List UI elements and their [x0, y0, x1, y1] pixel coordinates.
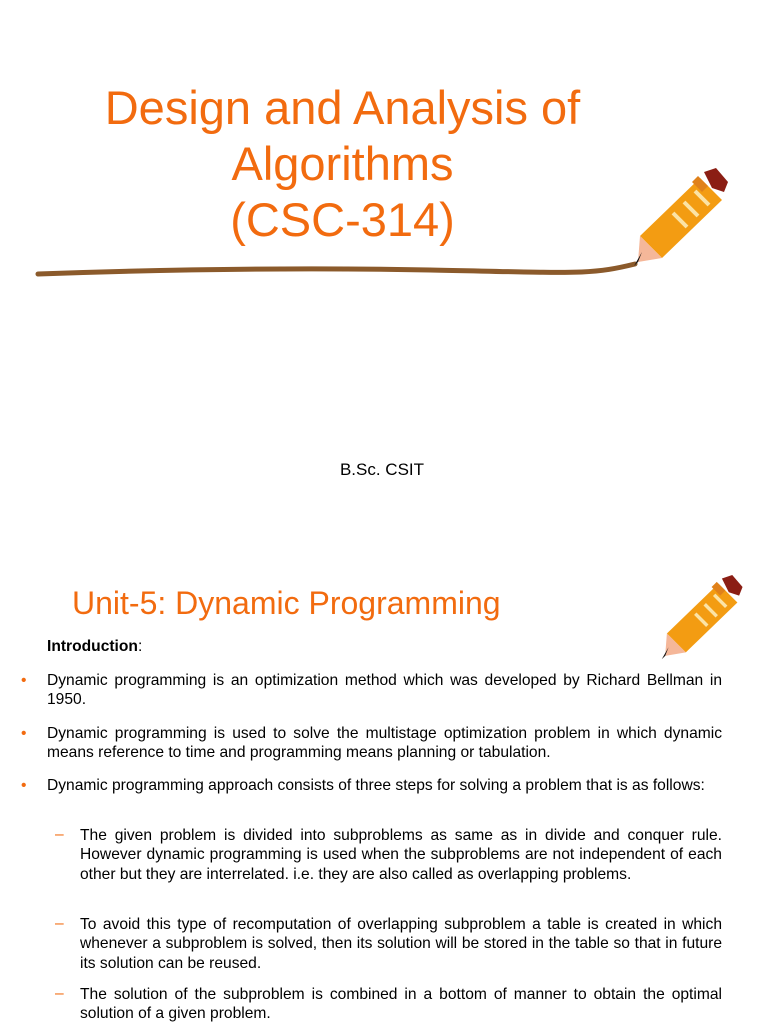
- intro-label: Introduction: [47, 638, 138, 655]
- course-subtitle: B.Sc. CSIT: [339, 460, 425, 479]
- bullet-item: [21, 671, 722, 710]
- pencil-icon: [632, 168, 732, 268]
- bullet-marker: •: [21, 777, 27, 794]
- unit-title: Unit-5: Dynamic Programming: [72, 585, 501, 621]
- sub-bullet-marker: –: [55, 826, 64, 843]
- sub-bullet-marker: –: [55, 985, 64, 1002]
- sub-bullet-item: [55, 826, 722, 884]
- bullet-item: [21, 724, 722, 763]
- title-line-2: Algorithms: [231, 137, 454, 190]
- sub-bullet-text: The given problem is divided into subproblems as same as in divide and conquer rule. However dynamic programming is used when the subproblems are not independent of each other but they are interrelated. i.e. they are also called as overlapping problems.: [80, 827, 722, 883]
- sub-bullet-marker: –: [55, 915, 64, 932]
- slide-title: [40, 80, 645, 248]
- pencil-icon: [660, 575, 746, 661]
- title-line-1: Design and Analysis of: [104, 81, 581, 134]
- bullet-marker: •: [21, 725, 27, 742]
- bullet-item: [21, 776, 722, 795]
- content-slide: [0, 545, 768, 1024]
- bullet-marker: •: [21, 672, 27, 689]
- title-underline: [30, 255, 645, 285]
- sub-bullet-text: The solution of the subproblem is combined in a bottom of manner to obtain the optimal solution of a given problem.: [80, 986, 722, 1023]
- bullet-text: Dynamic programming approach consists of three steps for solving a problem that is as follows:: [47, 777, 705, 794]
- sub-bullet-item: [55, 985, 722, 1024]
- bullet-text: Dynamic programming is used to solve the multistage optimization problem in which dynamic means reference to time and programming means planning or tabulation.: [47, 725, 722, 762]
- sub-bullet-item: [55, 915, 722, 973]
- sub-bullet-text: To avoid this type of recomputation of overlapping subproblem a table is created in which whenever a subproblem is solved, then its solution will be stored in the table so that in future its solution can be reused.: [80, 916, 722, 972]
- intro-colon: :: [137, 638, 143, 655]
- intro-heading: [47, 637, 142, 656]
- title-line-3: (CSC-314): [230, 193, 455, 246]
- bullet-text: Dynamic programming is an optimization method which was developed by Richard Bellman in 1950.: [47, 672, 722, 709]
